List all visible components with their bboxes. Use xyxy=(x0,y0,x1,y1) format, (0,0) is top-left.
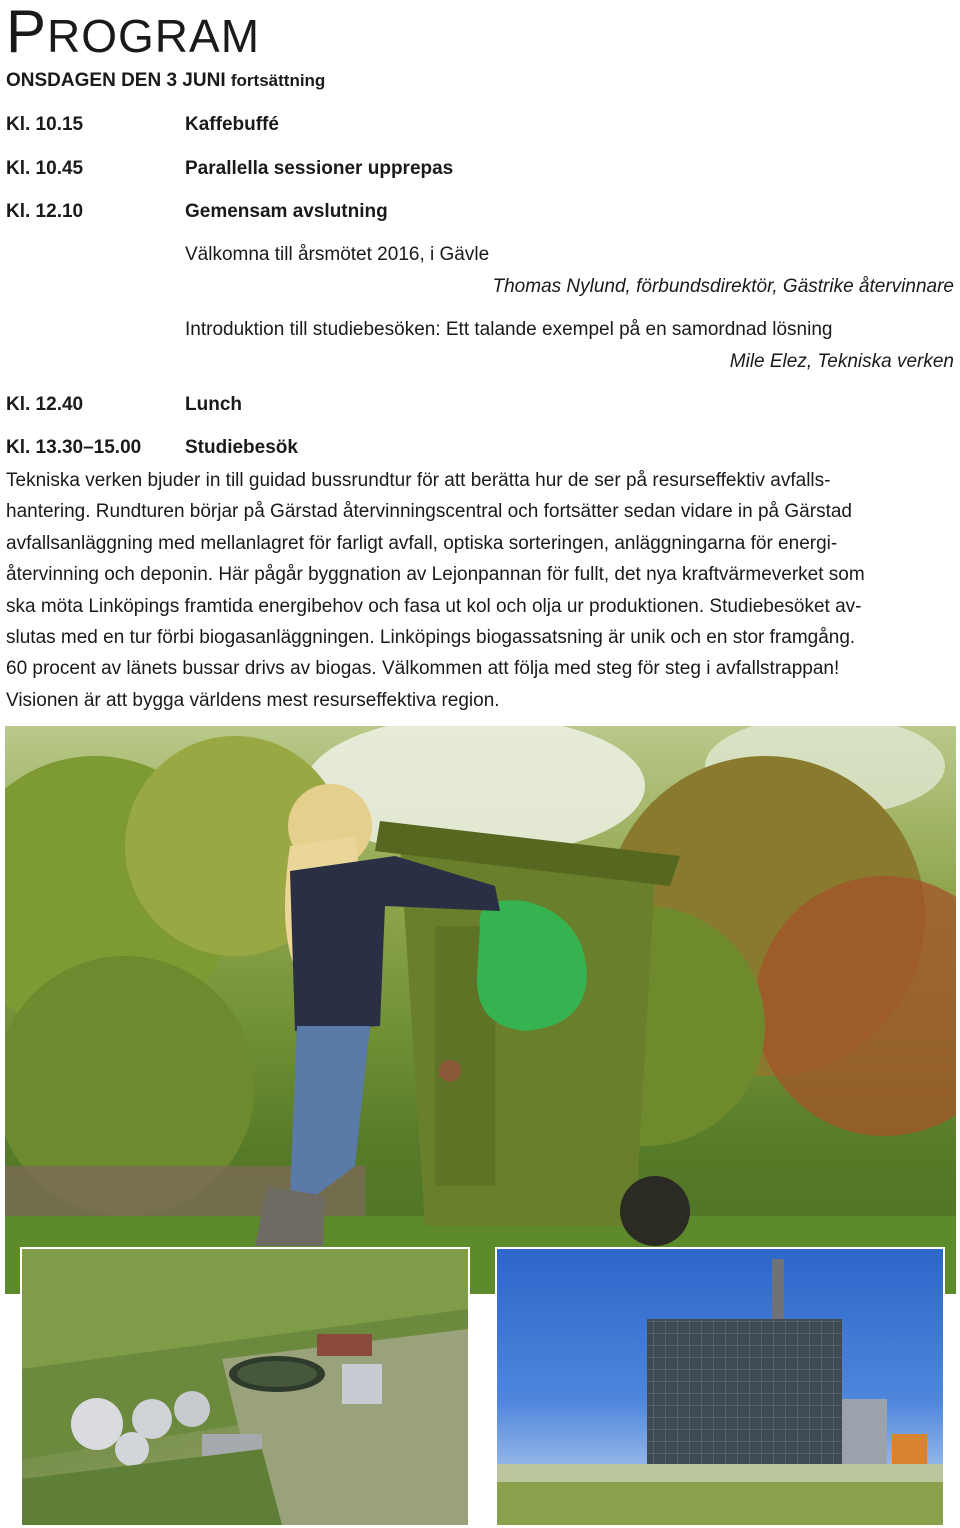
day-label: ONSDAGEN DEN 3 JUNI xyxy=(6,70,226,91)
description-line: avfallsanläggning med mellanlagret för farligt avfall, optiska sorteringen, anläggningarna för energi- xyxy=(6,532,838,554)
photo-power-plant-illustration xyxy=(497,1249,943,1525)
schedule-time: Kl. 12.10 xyxy=(6,201,84,222)
study-visit-description xyxy=(6,465,956,716)
talk-speaker: Mile Elez, Tekniska verken xyxy=(729,351,954,372)
description-line: Visionen är att bygga världens mest resurseffektiva region. xyxy=(6,689,500,711)
photo-child-recycling-illustration xyxy=(5,726,956,1294)
talk-title: Välkomna till årsmötet 2016, i Gävle xyxy=(185,244,490,265)
schedule-time: Kl. 10.15 xyxy=(6,114,84,135)
description-line: ska möta Linköpings framtida energibehov och fasa ut kol och olja ur produktionen. Studiebesöket av- xyxy=(6,595,862,617)
page-title-initial: P xyxy=(6,0,48,65)
schedule-time: Kl. 10.45 xyxy=(6,158,84,179)
schedule-item: Gemensam avslutning xyxy=(185,201,388,222)
page-title-rest: ROGRAM xyxy=(47,10,261,62)
day-suffix: fortsättning xyxy=(230,71,326,90)
description-line: Tekniska verken bjuder in till guidad bussrundtur för att berätta hur de ser på resurseffektiv avfalls- xyxy=(6,470,831,491)
photo-biogas-plant-illustration xyxy=(22,1249,468,1525)
talk-speaker: Thomas Nylund, förbundsdirektör, Gästrike återvinnare xyxy=(492,276,954,297)
day-heading xyxy=(6,70,325,92)
photo-power-plant xyxy=(495,1247,945,1527)
description-line: hantering. Rundturen börjar på Gärstad återvinningscentral och fortsätter sedan vidare in på Gärstad xyxy=(6,501,852,523)
description-line: 60 procent av länets bussar drivs av biogas. Välkommen att följa med steg för steg i avfallstrappan! xyxy=(6,658,840,680)
photo-biogas-plant-aerial xyxy=(20,1247,470,1527)
schedule-item: Parallella sessioner upprepas xyxy=(185,158,454,179)
schedule-item: Lunch xyxy=(185,394,242,415)
page-title xyxy=(6,0,260,68)
description-line: slutas med en tur förbi biogasanläggningen. Linköpings biogassatsning är unik och en stor framgång. xyxy=(6,627,856,649)
photo-child-recycling xyxy=(5,726,956,1294)
schedule-item: Studiebesök xyxy=(185,437,298,458)
schedule-time: Kl. 12.40 xyxy=(6,394,84,415)
talk-title: Introduktion till studiebesöken: Ett talande exempel på en samordnad lösning xyxy=(185,319,833,340)
schedule-time: Kl. 13.30–15.00 xyxy=(6,437,142,458)
schedule-item: Kaffebuffé xyxy=(185,114,279,135)
description-line: återvinning och deponin. Här pågår byggnation av Lejonpannan för fullt, det nya kraftvärmeverket som xyxy=(6,564,865,586)
